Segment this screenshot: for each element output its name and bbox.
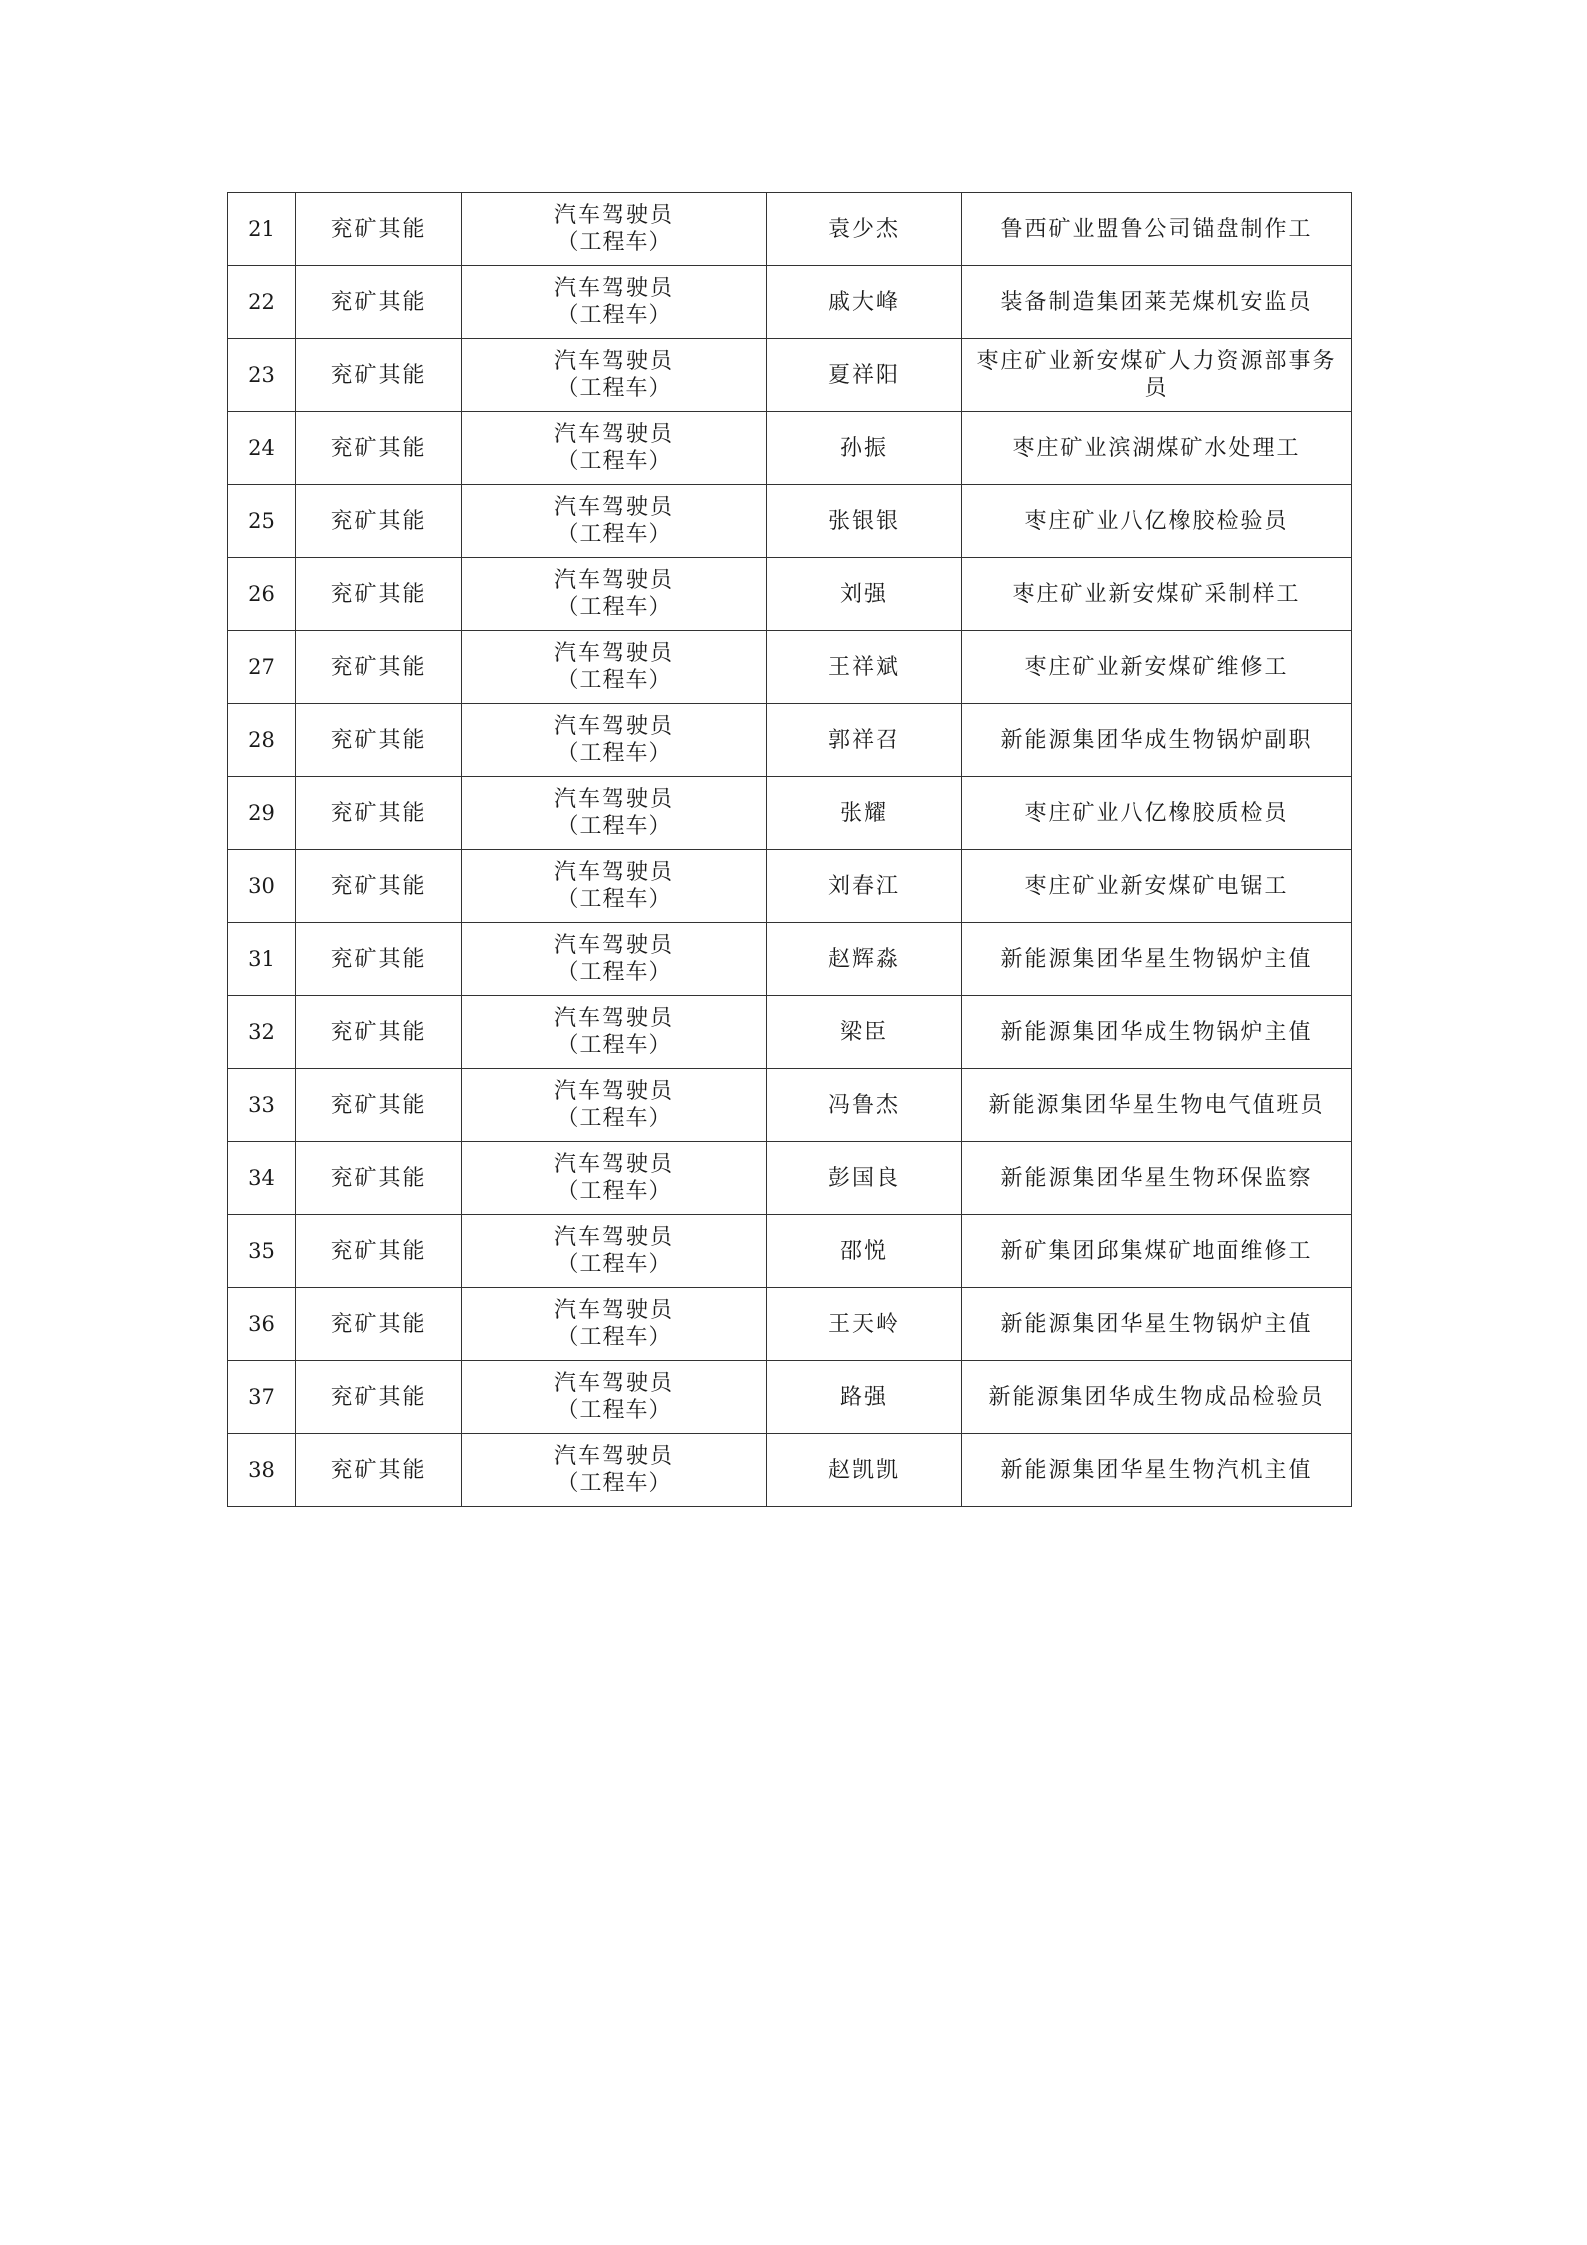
occupation-title: 汽车驾驶员 [553,1152,674,1177]
row-number: 24 [228,412,296,485]
company-cell: 兖矿其能 [296,339,462,412]
row-number: 27 [228,631,296,704]
name-cell: 袁少杰 [767,193,962,266]
row-number: 26 [228,558,296,631]
name-cell: 梁臣 [767,996,962,1069]
name-cell: 路强 [767,1361,962,1434]
company-cell: 兖矿其能 [296,558,462,631]
row-number: 25 [228,485,296,558]
occupation-subtitle: （工程车） [556,1106,672,1131]
unit-cell: 新能源集团华星生物汽机主值 [962,1434,1352,1507]
occupation-cell [462,850,767,923]
row-number: 38 [228,1434,296,1507]
table-row [228,339,1352,412]
occupation-title: 汽车驾驶员 [553,495,674,520]
occupation-subtitle: （工程车） [556,303,672,328]
occupation-subtitle: （工程车） [556,887,672,912]
company-cell: 兖矿其能 [296,777,462,850]
company-cell: 兖矿其能 [296,1361,462,1434]
occupation-subtitle: （工程车） [556,741,672,766]
row-number: 33 [228,1069,296,1142]
roster-table [227,192,1352,1507]
table-row [228,1142,1352,1215]
company-cell: 兖矿其能 [296,1288,462,1361]
company-cell: 兖矿其能 [296,1069,462,1142]
occupation-cell [462,996,767,1069]
company-cell: 兖矿其能 [296,485,462,558]
name-cell: 郭祥召 [767,704,962,777]
occupation-title: 汽车驾驶员 [553,1371,674,1396]
occupation-cell [462,485,767,558]
occupation-title: 汽车驾驶员 [553,1298,674,1323]
occupation-cell [462,339,767,412]
table-row [228,485,1352,558]
occupation-title: 汽车驾驶员 [553,203,674,228]
table-row [228,704,1352,777]
occupation-title: 汽车驾驶员 [553,787,674,812]
row-number: 36 [228,1288,296,1361]
table-row [228,412,1352,485]
row-number: 28 [228,704,296,777]
unit-cell: 鲁西矿业盟鲁公司锚盘制作工 [962,193,1352,266]
table-row [228,1069,1352,1142]
occupation-cell [462,1361,767,1434]
occupation-title: 汽车驾驶员 [553,1444,674,1469]
name-cell: 张银银 [767,485,962,558]
company-cell: 兖矿其能 [296,1142,462,1215]
occupation-title: 汽车驾驶员 [553,422,674,447]
occupation-title: 汽车驾驶员 [553,1079,674,1104]
name-cell: 彭国良 [767,1142,962,1215]
unit-cell: 新能源集团华成生物成品检验员 [962,1361,1352,1434]
occupation-cell [462,266,767,339]
table-row [228,193,1352,266]
unit-cell: 枣庄矿业滨湖煤矿水处理工 [962,412,1352,485]
occupation-cell [462,1288,767,1361]
occupation-title: 汽车驾驶员 [553,641,674,666]
table-row [228,631,1352,704]
occupation-subtitle: （工程车） [556,960,672,985]
occupation-cell [462,704,767,777]
row-number: 34 [228,1142,296,1215]
occupation-cell [462,1142,767,1215]
occupation-subtitle: （工程车） [556,449,672,474]
row-number: 31 [228,923,296,996]
company-cell: 兖矿其能 [296,923,462,996]
occupation-title: 汽车驾驶员 [553,1006,674,1031]
unit-cell: 枣庄矿业新安煤矿电锯工 [962,850,1352,923]
row-number: 21 [228,193,296,266]
name-cell: 张耀 [767,777,962,850]
occupation-subtitle: （工程车） [556,1398,672,1423]
table-row [228,850,1352,923]
name-cell: 戚大峰 [767,266,962,339]
company-cell: 兖矿其能 [296,850,462,923]
occupation-title: 汽车驾驶员 [553,276,674,301]
occupation-subtitle: （工程车） [556,1033,672,1058]
roster-table-body [228,193,1352,1507]
occupation-cell [462,1215,767,1288]
name-cell: 赵凯凯 [767,1434,962,1507]
occupation-cell [462,412,767,485]
occupation-cell [462,923,767,996]
occupation-subtitle: （工程车） [556,522,672,547]
occupation-subtitle: （工程车） [556,1325,672,1350]
occupation-title: 汽车驾驶员 [553,860,674,885]
unit-cell: 新矿集团邱集煤矿地面维修工 [962,1215,1352,1288]
name-cell: 王祥斌 [767,631,962,704]
occupation-cell [462,631,767,704]
company-cell: 兖矿其能 [296,1434,462,1507]
name-cell: 冯鲁杰 [767,1069,962,1142]
company-cell: 兖矿其能 [296,704,462,777]
row-number: 29 [228,777,296,850]
occupation-subtitle: （工程车） [556,1179,672,1204]
row-number: 22 [228,266,296,339]
occupation-subtitle: （工程车） [556,814,672,839]
row-number: 37 [228,1361,296,1434]
occupation-cell [462,558,767,631]
occupation-title: 汽车驾驶员 [553,933,674,958]
company-cell: 兖矿其能 [296,996,462,1069]
table-row [228,558,1352,631]
row-number: 35 [228,1215,296,1288]
company-cell: 兖矿其能 [296,631,462,704]
unit-cell: 枣庄矿业新安煤矿人力资源部事务员 [962,339,1352,412]
name-cell: 赵辉淼 [767,923,962,996]
unit-cell: 新能源集团华星生物电气值班员 [962,1069,1352,1142]
row-number: 23 [228,339,296,412]
occupation-cell [462,777,767,850]
table-row [228,923,1352,996]
unit-cell: 新能源集团华星生物环保监察 [962,1142,1352,1215]
occupation-cell [462,1434,767,1507]
unit-cell: 枣庄矿业八亿橡胶检验员 [962,485,1352,558]
company-cell: 兖矿其能 [296,193,462,266]
occupation-title: 汽车驾驶员 [553,714,674,739]
company-cell: 兖矿其能 [296,266,462,339]
name-cell: 王天岭 [767,1288,962,1361]
name-cell: 刘强 [767,558,962,631]
company-cell: 兖矿其能 [296,412,462,485]
unit-cell: 新能源集团华成生物锅炉副职 [962,704,1352,777]
table-row [228,266,1352,339]
row-number: 32 [228,996,296,1069]
company-cell: 兖矿其能 [296,1215,462,1288]
unit-cell: 新能源集团华星生物锅炉主值 [962,923,1352,996]
occupation-subtitle: （工程车） [556,668,672,693]
table-row [228,1288,1352,1361]
occupation-title: 汽车驾驶员 [553,349,674,374]
unit-cell: 枣庄矿业八亿橡胶质检员 [962,777,1352,850]
occupation-subtitle: （工程车） [556,230,672,255]
table-row [228,1434,1352,1507]
name-cell: 孙振 [767,412,962,485]
occupation-subtitle: （工程车） [556,376,672,401]
occupation-title: 汽车驾驶员 [553,568,674,593]
occupation-cell [462,1069,767,1142]
unit-cell: 装备制造集团莱芜煤机安监员 [962,266,1352,339]
name-cell: 夏祥阳 [767,339,962,412]
unit-cell: 枣庄矿业新安煤矿采制样工 [962,558,1352,631]
name-cell: 刘春江 [767,850,962,923]
unit-cell: 新能源集团华成生物锅炉主值 [962,996,1352,1069]
occupation-cell [462,193,767,266]
table-row [228,1215,1352,1288]
occupation-subtitle: （工程车） [556,1471,672,1496]
occupation-subtitle: （工程车） [556,1252,672,1277]
name-cell: 邵悦 [767,1215,962,1288]
unit-cell: 枣庄矿业新安煤矿维修工 [962,631,1352,704]
row-number: 30 [228,850,296,923]
occupation-subtitle: （工程车） [556,595,672,620]
table-row [228,1361,1352,1434]
occupation-title: 汽车驾驶员 [553,1225,674,1250]
table-row [228,996,1352,1069]
unit-cell: 新能源集团华星生物锅炉主值 [962,1288,1352,1361]
table-row [228,777,1352,850]
